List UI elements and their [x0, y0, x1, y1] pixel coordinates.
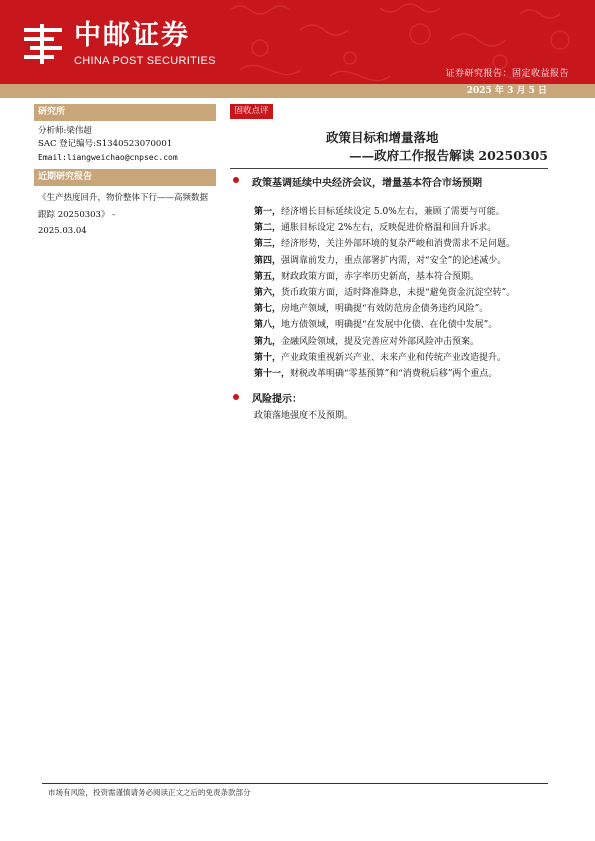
point-ordinal: 第八，	[254, 320, 282, 331]
point-text: 金融风险领域，提及完善应对外部风险冲击预案。	[281, 336, 480, 347]
point-ordinal: 第十一，	[254, 369, 291, 380]
report-type-label: 证券研究报告：固定收益报告	[445, 69, 569, 79]
footer-disclaimer: 市场有风险，投资需谨慎请务必阅读正文之后的免责条款部分	[48, 788, 251, 797]
recent-report-date: 2025.03.04	[38, 226, 87, 236]
list-item	[254, 366, 554, 382]
footer-divider	[42, 783, 548, 784]
point-text: 经济增长目标延续设定 5.0%左右，兼顾了需要与可能。	[281, 207, 505, 217]
list-item	[254, 301, 554, 317]
list-item	[254, 334, 554, 350]
title-divider	[230, 168, 548, 169]
brand-name-cn: 中邮证券	[74, 20, 190, 51]
list-item	[254, 317, 554, 333]
list-item	[254, 220, 554, 236]
analyst-info	[38, 125, 178, 164]
analyst-sac-number: SAC 登记编号:S1340523070001	[38, 139, 173, 149]
recent-report-title[interactable]: 《生产热度回升，物价整体下行——高频数据跟踪 20250303》 -	[38, 193, 209, 220]
list-item	[254, 285, 554, 301]
analyst-email: Email:liangweichao@cnpsec.com	[38, 153, 178, 162]
point-ordinal: 第二，	[254, 223, 282, 234]
analyst-name: 分析师:梁伟超	[38, 126, 92, 136]
point-ordinal: 第一，	[254, 207, 282, 217]
list-item	[254, 204, 554, 220]
brand-name-en: CHINA POST SECURITIES	[74, 55, 216, 67]
list-item	[254, 236, 554, 252]
point-text: 财政政策方面，赤字率历史新高，基本符合预期。	[281, 271, 480, 282]
point-text: 财税改革明确“零基预算”和“消费税后移”两个重点。	[290, 369, 498, 380]
bullet-icon	[233, 177, 239, 183]
point-ordinal: 第六，	[254, 288, 282, 299]
point-text: 房地产领域，明确提“有效防范房企债务违约风险”。	[281, 304, 489, 315]
key-points-list	[254, 204, 554, 382]
header-banner	[0, 0, 595, 84]
point-ordinal: 第三，	[254, 239, 282, 250]
list-item	[254, 253, 554, 269]
page-title: 政策目标和增量落地	[326, 130, 439, 145]
recent-report-item[interactable]	[38, 190, 214, 240]
point-ordinal: 第九，	[254, 336, 282, 347]
point-ordinal: 第五，	[254, 271, 282, 282]
recent-reports-heading: 近期研究报告	[34, 169, 216, 186]
point-ordinal: 第七，	[254, 304, 282, 315]
point-text: 通胀目标设定 2%左右，反映促进价格温和回升诉求。	[281, 223, 497, 234]
headline: 政策基调延续中央经济会议，增量基本符合市场预期	[252, 178, 482, 189]
point-ordinal: 第十，	[254, 352, 282, 363]
point-text: 货币政策方面，适时降准降息，未提“避免资金沉淀空转”。	[281, 288, 516, 299]
report-date: 2025 年 3 月 5 日	[466, 86, 547, 96]
bullet-icon	[233, 394, 239, 400]
date-bar	[0, 84, 595, 98]
list-item	[254, 350, 554, 366]
page-subtitle: ——政府工作报告解读 20250305	[349, 148, 548, 163]
point-text: 地方债领域，明确提“在发展中化债、在化债中发展”。	[281, 320, 498, 331]
point-text: 经济形势，关注外部环境的复杂严峻和消费需求不足问题。	[281, 239, 516, 250]
risk-heading: 风险提示：	[252, 394, 302, 405]
institute-heading: 研究所	[34, 104, 216, 121]
risk-text: 政策落地强度不及预期。	[254, 411, 354, 421]
list-item	[254, 269, 554, 285]
china-post-logo-icon	[20, 22, 66, 66]
point-text: 强调靠前发力，重点部署扩内需，对“安全”的论述减少。	[281, 255, 507, 266]
title-block	[230, 129, 548, 165]
point-text: 产业政策重视新兴产业、未来产业和传统产业改造提升。	[281, 352, 507, 363]
point-ordinal: 第四，	[254, 255, 282, 266]
section-tag: 固收点评	[230, 104, 273, 119]
